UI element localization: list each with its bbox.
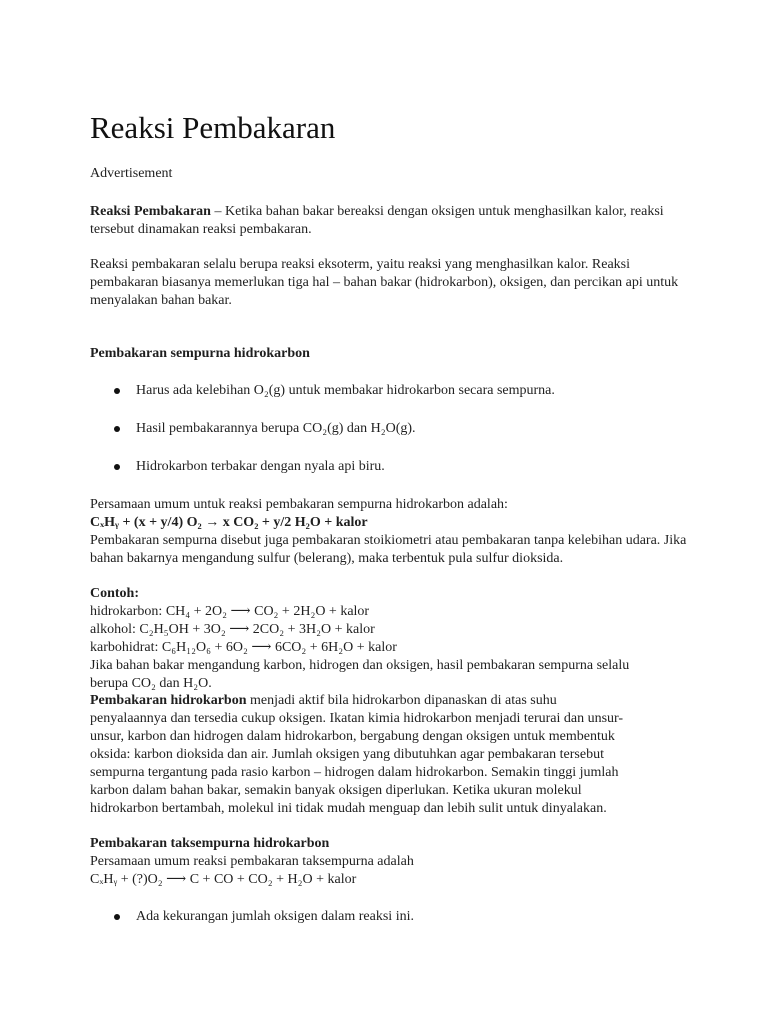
stoichiometric-paragraph: Pembakaran sempurna disebut juga pembakaran stoikiometri atau pembakaran tanpa kelebihan udara. Jika bahan bakarnya mengandung sulfur (belerang), maka terbentuk pula sulfur dioksida. [90,533,687,566]
activation-line: unsur, karbon dan hidrogen dalam hidrokarbon, bergabung dengan oksigen untuk membentuk [90,729,615,744]
list-item-text: Hasil pembakarannya berupa CO₂(g) dan H₂O(g). [136,421,416,436]
intro-text: – Ketika bahan bakar bereaksi dengan oksigen untuk menghasilkan kalor, reaksi tersebut dinamakan reaksi pembakaran. [90,204,664,237]
example-alcohol: alkohol: C₂H₅OH + 3O₂ ⟶ 2CO₂ + 3H₂O + kalor [90,622,375,637]
activation-term: Pembakaran hidrokarbon [90,693,247,708]
incomplete-combustion-heading [90,835,690,853]
activation-line: hidrokarbon bertambah, molekul ini tidak mudah menguap dan lebih sulit untuk dinyalakan. [90,801,607,816]
intro-term: Reaksi Pembakaran [90,204,211,219]
activation-paragraph [90,692,690,818]
bullet-icon [114,388,120,394]
incomplete-combustion-heading-text: Pembakaran taksempurna hidrokarbon [90,836,330,851]
list-item-text: Hidrokarbon terbakar dengan nyala api biru. [136,459,385,474]
activation-line: karbon dalam bahan bakar, semakin banyak oksigen diperlukan. Ketika ukuran molekul [90,783,582,798]
incomplete-equation-intro: Persamaan umum reaksi pembakaran taksempurna adalah [90,854,414,869]
activation-line: oksida: karbon dioksida dan air. Jumlah oksigen yang dibutuhkan agar pembakaran tersebut [90,747,604,762]
advertisement-label: Advertisement [90,166,173,181]
list-item-text: Ada kekurangan jumlah oksigen dalam reaksi ini. [136,909,414,924]
examples-heading [90,585,690,603]
activation-line: sempurna tergantung pada rasio karbon – hidrogen dalam hidrokarbon. Semakin tinggi jumlah [90,765,619,780]
exotherm-paragraph: Reaksi pembakaran selalu berupa reaksi eksoterm, yaitu reaksi yang menghasilkan kalor. Reaksi pembakaran biasanya memerlukan tiga hal – bahan bakar (hidrokarbon), oksigen, dan percikan api untuk menyalakan bahan bakar. [90,257,679,308]
examples-heading-text: Contoh: [90,586,140,601]
activation-line [90,692,690,710]
activation-line: penyalaannya dan tersedia cukup oksigen. Ikatan kimia hidrokarbon menjadi terurai dan unsur- [90,711,624,726]
intro-paragraph [90,203,690,239]
bullet-icon [114,464,120,470]
list-item-text: Harus ada kelebihan O₂(g) untuk membakar hidrokarbon secara sempurna. [136,383,555,398]
products-note-line2: berupa CO₂ dan H₂O. [90,676,212,691]
bullet-icon [114,426,120,432]
bullet-icon [114,914,120,920]
activation-line-text: menjadi aktif bila hidrokarbon dipanaskan di atas suhu [246,693,557,708]
products-note-line1: Jika bahan bakar mengandung karbon, hidrogen dan oksigen, hasil pembakaran sempurna selalu [90,658,630,673]
page-title: Reaksi Pembakaran [90,110,336,145]
incomplete-equation: CₓHᵧ + (?)O₂ ⟶ C + CO + CO₂ + H₂O + kalor [90,872,357,887]
general-equation-text: CₓHᵧ + (x + y/4) O₂ → x CO₂ + y/2 H₂O + kalor [90,515,368,530]
complete-combustion-heading [90,345,690,363]
example-hydrocarbon: hidrokarbon: CH₄ + 2O₂ ⟶ CO₂ + 2H₂O + kalor [90,604,370,619]
general-equation [90,514,690,532]
general-equation-intro: Persamaan umum untuk reaksi pembakaran sempurna hidrokarbon adalah: [90,497,508,512]
example-carbohydrate: karbohidrat: C₆H₁₂O₆ + 6O₂ ⟶ 6CO₂ + 6H₂O + kalor [90,640,397,655]
complete-combustion-heading-text: Pembakaran sempurna hidrokarbon [90,346,310,361]
